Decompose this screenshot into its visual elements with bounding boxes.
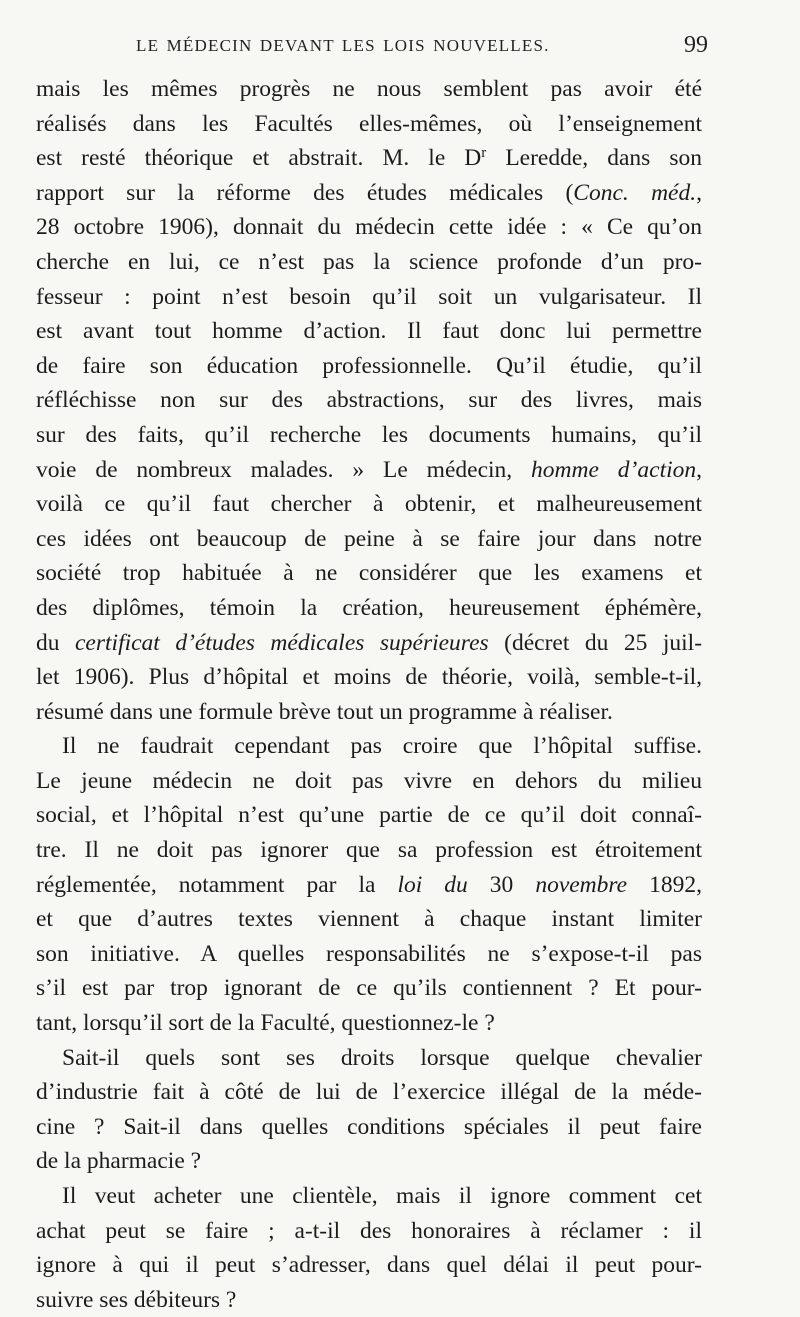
text-line — [36, 72, 702, 107]
text-run: sur des faits, qu’il recherche les documents humains, qu’il — [36, 421, 702, 448]
text-line — [36, 1075, 702, 1110]
text-run: tre. Il ne doit pas ignorer que sa profession est étroitement — [36, 837, 702, 864]
text-line — [36, 626, 702, 661]
text-line — [36, 107, 702, 142]
text-line — [36, 1214, 702, 1249]
text-run: et que d’autres textes viennent à chaque instant limiter — [36, 906, 702, 933]
text-run: d’industrie fait à côté de lui de l’exercice illégal de la méde- — [36, 1079, 702, 1106]
italic-text: certificat d’études médicales supérieures — [75, 629, 489, 656]
text-line — [36, 1110, 702, 1145]
text-run: Il veut acheter une clientèle, mais il ignore comment cet — [62, 1183, 702, 1209]
italic-text: novembre — [535, 871, 628, 898]
running-head — [36, 32, 708, 62]
text-line — [36, 245, 702, 280]
text-run: ces idées ont beaucoup de peine à se faire jour dans notre — [36, 525, 702, 552]
text-run: achat peut se faire ; a-t-il des honoraires à réclamer : il — [36, 1217, 702, 1244]
text-run: de la pharmacie ? — [36, 1148, 202, 1175]
text-run: s’il est par trop ignorant de ce qu’ils contiennent ? Et pour- — [36, 975, 702, 1002]
text-run: société trop habituée à ne considérer que les examens et — [36, 560, 702, 587]
text-run: Leredde, dans son — [486, 145, 702, 172]
text-line — [36, 1006, 702, 1041]
text-run: réglementée, notamment par la — [36, 871, 398, 898]
text-run: voilà ce qu’il faut chercher à obtenir, et malheureusement — [36, 491, 702, 518]
text-run: tant, lorsqu’il sort de la Faculté, questionnez-le ? — [36, 1010, 495, 1037]
text-line — [36, 902, 702, 937]
text-run: social, et l’hôpital n’est qu’une partie de ce qu’il doit connaî- — [36, 802, 702, 829]
text-line — [36, 764, 702, 799]
text-line — [36, 176, 702, 211]
italic-text: homme d’action — [531, 456, 697, 483]
text-line — [36, 453, 702, 488]
text-run: des diplômes, témoin la création, heureusement éphémère, — [36, 594, 702, 621]
text-line — [36, 141, 702, 176]
text-line — [36, 833, 702, 868]
text-line — [36, 937, 702, 972]
text-run: réalisés dans les Facultés elles-mêmes, où l’enseignement — [36, 110, 702, 137]
text-run: cherche en lui, ce n’est pas la science profonde d’un pro- — [36, 248, 702, 275]
paragraph — [36, 729, 702, 1040]
text-line — [36, 1248, 702, 1283]
running-title: LE MÉDECIN DEVANT LES LOIS NOUVELLES. — [136, 36, 550, 55]
text-line — [36, 660, 702, 695]
paragraph — [36, 1179, 702, 1317]
text-run: rapport sur la réforme des études médicales ( — [36, 179, 574, 206]
text-line — [36, 798, 702, 833]
text-line — [36, 280, 702, 315]
text-line — [36, 522, 702, 557]
text-run: cine ? Sait-il dans quelles conditions spéciales il peut faire — [36, 1113, 702, 1140]
text-run: 28 octobre 1906), donnait du médecin cette idée : « Ce qu’on — [36, 214, 702, 241]
text-line — [36, 971, 702, 1006]
text-line — [36, 210, 702, 245]
text-line — [36, 418, 702, 453]
text-line — [36, 1144, 702, 1179]
text-line — [36, 729, 702, 764]
text-run: ignore à qui il peut s’adresser, dans quel délai il peut pour- — [36, 1252, 702, 1279]
text-line — [36, 487, 702, 522]
text-run: , — [696, 179, 702, 206]
superscript-text: r — [481, 145, 487, 162]
italic-text: Conc. méd. — [573, 179, 697, 206]
text-run: du — [36, 629, 75, 656]
paragraph — [36, 1041, 702, 1179]
text-line — [36, 556, 702, 591]
text-run: , — [696, 456, 702, 483]
text-line — [36, 868, 702, 903]
text-run: de faire son éducation professionnelle. Qu’il étudie, qu’il — [36, 352, 702, 379]
text-line — [36, 314, 702, 349]
paragraph — [36, 72, 702, 729]
text-run: Le jeune médecin ne doit pas vivre en dehors du milieu — [36, 767, 702, 794]
text-run: est avant tout homme d’action. Il faut donc lui permettre — [36, 318, 702, 345]
body-text — [36, 72, 702, 1317]
text-run: voie de nombreux malades. » Le médecin, — [36, 456, 532, 483]
text-run: est resté théorique et abstrait. M. le D — [36, 145, 482, 172]
text-run: son initiative. A quelles responsabilités ne s’expose-t-il pas — [36, 940, 702, 967]
text-run: 1892, — [627, 871, 702, 898]
text-line — [36, 1041, 702, 1076]
text-line — [36, 695, 702, 730]
text-line — [36, 383, 702, 418]
text-line — [36, 1179, 702, 1214]
text-run: suivre ses débiteurs ? — [36, 1286, 237, 1313]
text-run: mais les mêmes progrès ne nous semblent pas avoir été — [36, 76, 702, 102]
text-run: Il ne faudrait cependant pas croire que l’hôpital suffise. — [62, 733, 702, 760]
text-line — [36, 349, 702, 384]
text-run: réfléchisse non sur des abstractions, sur des livres, mais — [36, 387, 702, 414]
text-run: (décret du 25 juil- — [488, 629, 702, 656]
text-run: let 1906). Plus d’hôpital et moins de théorie, voilà, semble-t-il, — [36, 664, 702, 691]
text-run: résumé dans une formule brève tout un programme à réaliser. — [36, 698, 613, 725]
text-run: 30 — [467, 871, 536, 898]
page-number: 99 — [684, 32, 708, 58]
text-line — [36, 1283, 702, 1317]
italic-text: loi du — [397, 871, 468, 898]
text-run: Sait-il quels sont ses droits lorsque quelque chevalier — [62, 1044, 702, 1071]
text-line — [36, 591, 702, 626]
text-run: fesseur : point n’est besoin qu’il soit un vulgarisateur. Il — [36, 283, 702, 310]
